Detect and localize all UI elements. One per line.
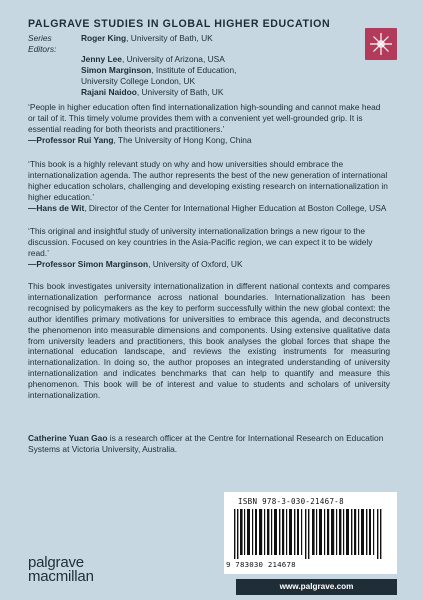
editor-name: Roger King [81,33,127,43]
editor-row [28,33,348,54]
editor-name: Rajani Naidoo [81,86,137,97]
isbn-label: ISBN 978-3-030-21467-8 [238,497,344,506]
endorsement-quote [28,226,390,270]
editor-affiliation: University College London, UK [81,75,196,86]
editor-row [28,54,348,65]
editor-row [28,87,348,98]
quote-author: —Hans de Wit [28,202,85,213]
quote-text: ‘This book is a highly relevant study on why and how universities should embrace the internationalization agenda. The author represents the best of the new generation of international higher education scholars, challenging and developing existing research on internationalization in higher education.’ [28,159,388,202]
quote-author: —Professor Simon Marginson [28,258,149,269]
quote-text: ‘This original and insightful study of university internationalization brings a new rigour to the discussion. Focused on key countries in the Asia-Pacific region, we can expect it to be widely read.’ [28,226,373,258]
editor-affiliation: , University of Bath, UK [126,33,213,43]
publisher-url[interactable]: www.palgrave.com [279,582,354,591]
quote-affiliation: , The University of Hong Kong, China [113,134,252,145]
editor-affiliation: , University of Arizona, USA [121,54,225,65]
author-bio [28,433,390,455]
isbn-barcode-box [224,492,397,574]
series-editors [28,33,348,97]
publisher-logo [28,556,94,584]
author-name: Catherine Yuan Gao [28,433,108,443]
quote-author: —Professor Rui Yang [28,134,114,145]
endorsement-quote [28,102,390,146]
editor-row [28,76,348,87]
barcode-digits: 9 783030 214678 [226,560,296,569]
editor-affiliation: , Institute of Education, [151,65,237,76]
compass-star-icon [365,28,397,60]
quote-affiliation: , Director of the Center for International Higher Education at Boston College, USA [84,202,387,213]
barcode-icon [232,509,389,559]
author-bio-text: is a research officer at the Centre for International Research on Education Systems at Victoria University, Australia. [28,433,384,454]
editor-row [28,65,348,76]
series-title: PALGRAVE STUDIES IN GLOBAL HIGHER EDUCATION [28,18,331,30]
editor-name: Jenny Lee [81,54,122,65]
editors-label: Series Editors: [28,33,57,54]
book-description: This book investigates university internationalization in different national contexts and compares internationalization performance across national boundaries. Internationalization has been recognised by policymakers as the key to perform successfully within the new global context: the author identifies primary motivations for universities to embrace this agenda, and deconstructs the phenomenon into measurable dimensions and components. Using extensive qualitative data from university leaders and practitioners, this book analyses the global forces that shape the international education landscape, and reviews the existing instruments for measuring internationalization. In doing so, the author proposes an integrated understanding of university internationalization and indicates benchmarks that can help to quantify and measure this phenomenon. This book will be of interest and value to students and scholars of university internationalization. [28,281,390,401]
editor-name: Simon Marginson [81,65,152,76]
editor-affiliation: , University of Bath, UK [136,86,224,97]
quote-text: ‘People in higher education often find internationalization high-sounding and cannot make head or tail of it. This timely volume provides them with a convenient yet well-grounded grip. It is essential reading for both theorists and practitioners.’ [28,102,381,134]
publisher-url-box [236,579,397,595]
endorsement-quote [28,159,390,214]
publisher-logo-line2: macmillan [28,568,94,585]
publisher-logo-line1: palgrave [28,554,84,571]
quote-affiliation: , University of Oxford, UK [148,258,243,269]
